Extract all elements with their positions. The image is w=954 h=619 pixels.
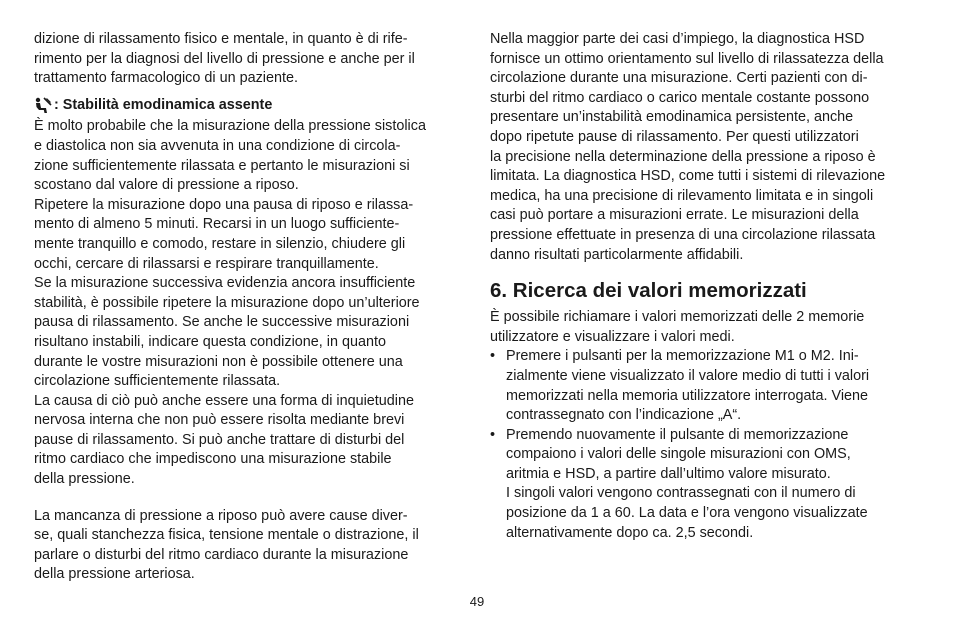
text-line: mento di almeno 5 minuti. Recarsi in un luogo sufficiente- (34, 216, 400, 233)
text-line: Se la misurazione successiva evidenzia ancora insufficiente (34, 275, 416, 292)
text-line: mente tranquillo e comodo, restare in silenzio, chiudere gli (34, 235, 406, 252)
text-line: la precisione nella determinazione della pressione a riposo è (490, 148, 876, 165)
text-line: La mancanza di pressione a riposo può avere cause diver- (34, 507, 408, 524)
text-line: scostano dal valore di pressione a riposo. (34, 177, 299, 194)
text-line: È molto probabile che la misurazione della pressione sistolica (34, 118, 426, 135)
text-line: medica, ha una precisione di rilevamento limitata e in singoli (490, 187, 874, 204)
text-line: occhi, cercare di rilassarsi e respirare tranquillamente. (34, 255, 379, 272)
text-line: compaiono i valori delle singole misurazioni con OMS, (506, 446, 851, 463)
text-line: contrassegnato con l’indicazione „A“. (506, 407, 742, 424)
text-line: rimento per la diagnosi del livello di pressione e anche per il (34, 50, 415, 67)
text-line: e diastolica non sia avvenuta in una condizione di circola- (34, 137, 401, 154)
text-line: durante le vostre misurazioni non è possibile ottenere una (34, 353, 403, 370)
bullet-item (490, 426, 922, 544)
text-line: casi può portare a misurazioni errate. Le misurazioni della (490, 207, 859, 224)
text-line: dopo ripetute pause di rilassamento. Per questi utilizzatori (490, 128, 859, 145)
text-line: fornisce un ottimo orientamento sul livello di rilassatezza della (490, 50, 884, 67)
text-line: della pressione arteriosa. (34, 566, 195, 583)
text-line: Premere i pulsanti per la memorizzazione M1 o M2. Ini- (506, 348, 859, 365)
text-line: ritmo cardiaco che impediscono una misurazione stabile (34, 451, 392, 468)
text-line: risultano instabili, indicare questa condizione, in quanto (34, 333, 386, 350)
text-line: parlare o disturbi del ritmo cardiaco durante la misurazione (34, 546, 409, 563)
text-line: pause di rilassamento. Si può anche trattare di disturbi del (34, 431, 405, 448)
section-intro (490, 308, 922, 347)
left-para-1 (34, 30, 466, 89)
text-line: sturbi del ritmo cardiaco o carico mentale costante possono (490, 89, 870, 106)
hemodynamic-subheading (34, 96, 466, 116)
bullet-marker: • (490, 348, 496, 365)
text-line: della pressione. (34, 471, 135, 488)
text-line: aritmia e HSD, a partire dall’ultimo valore misurato. (506, 465, 831, 482)
left-para-3 (34, 507, 466, 585)
text-line: circolazione durante una misurazione. Certi pazienti con di- (490, 70, 868, 87)
text-line: Ripetere la misurazione dopo una pausa di riposo e rilassa- (34, 196, 414, 213)
left-para-2 (34, 117, 466, 489)
text-line: zione sufficientemente rilassata e pertanto le misurazioni si (34, 157, 410, 174)
text-line: È possibile richiamare i valori memorizzati delle 2 memorie (490, 309, 865, 326)
text-line: trattamento farmacologico di un paziente. (34, 70, 298, 87)
left-column (34, 30, 466, 585)
page-number: 49 (469, 594, 485, 609)
text-line: danno risultati particolarmente affidabili. (490, 246, 744, 263)
text-line: stabilità, è possibile ripetere la misurazione dopo un’ulteriore (34, 294, 420, 311)
right-para-1 (490, 30, 922, 265)
text-line: Nella maggior parte dei casi d’impiego, la diagnostica HSD (490, 31, 865, 47)
text-line: nervosa interna che non può essere risolta mediante brevi (34, 412, 405, 429)
text-line: utilizzatore e visualizzare i valori medi. (490, 328, 735, 345)
text-line: presentare un’instabilità emodinamica persistente, anche (490, 109, 854, 126)
text-line: limitata. La diagnostica HSD, come tutti i sistemi di rilevazione (490, 168, 886, 185)
text-line: zialmente viene visualizzato il valore medio di tutti i valori (506, 367, 870, 384)
text-line: alternativamente dopo ca. 2,5 secondi. (506, 524, 754, 541)
right-column (490, 30, 922, 543)
text-line: memorizzati nella memoria utilizzatore interrogata. Viene (506, 387, 869, 404)
text-line: posizione da 1 a 60. La data e l’ora vengono visualizzate (506, 505, 868, 522)
bullet-marker: • (490, 426, 496, 443)
text-line: La causa di ciò può anche essere una forma di inquietudine (34, 392, 415, 409)
section-title: 6. Ricerca dei valori memorizzati (490, 279, 807, 303)
text-line: pressione effettuate in presenza di una circolazione rilassata (490, 226, 876, 243)
text-line: dizione di rilassamento fisico e mentale, in quanto è di rife- (34, 31, 408, 47)
text-line: circolazione sufficientemente rilassata. (34, 373, 281, 390)
text-line: I singoli valori vengono contrassegnati con il numero di (506, 485, 856, 502)
paragraph-spacer (34, 490, 466, 507)
text-line: se, quali stanchezza fisica, tensione mentale o distrazione, il (34, 527, 419, 544)
text-line: Premendo nuovamente il pulsante di memorizzazione (506, 426, 849, 443)
bullet-item (490, 347, 922, 425)
text-line: pausa di rilassamento. Se anche le successive misurazioni (34, 314, 410, 331)
person-warning-icon (34, 97, 52, 115)
subheading-text: : Stabilità emodinamica assente (54, 96, 273, 113)
